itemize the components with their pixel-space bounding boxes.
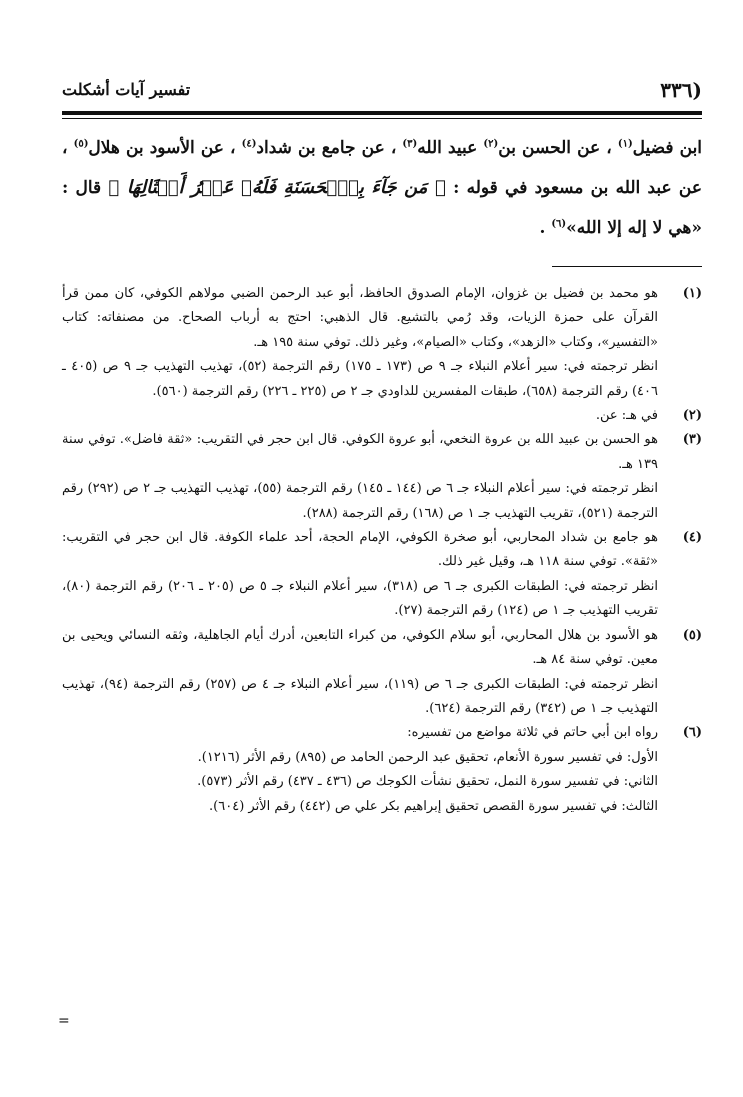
footnotes — [62, 282, 702, 819]
footnote-text: انظر ترجمته في: سير أعلام النبلاء جـ ٦ ص (١٤٤ ـ ١٤٥) رقم الترجمة (٥٥)، تهذيب التهذيب جـ ٢ ص (٢٩٢) رقم الترجمة (٥٢١)، تقريب التهذيب جـ ١ ص (١٦٨) رقم الترجمة (٢٨٨). — [62, 481, 658, 521]
footnote — [62, 428, 702, 526]
main-text-segment: ، عن عبد الله بن مسعود في قوله : — [62, 138, 702, 198]
footnote-text: الثالث: في تفسير سورة القصص تحقيق إبراهيم بكر علي ص (٤٤٢) رقم الأثر (٦٠٤). — [209, 798, 658, 814]
page-header — [62, 78, 702, 104]
main-text-segment: . — [539, 218, 552, 238]
footnote-ref: (٣) — [402, 138, 418, 150]
header-rule-thick — [62, 111, 702, 115]
footnote-ref: (٢) — [483, 138, 499, 150]
main-text-segment: ، عن الحسن بن — [498, 138, 618, 158]
footnote-text: رواه ابن أبي حاتم في ثلاثة مواضع من تفسيره: — [407, 725, 658, 741]
footnote-number: (١) — [682, 286, 702, 301]
footnote — [62, 721, 702, 819]
header-rule-thin — [62, 118, 702, 119]
footnote-number: (٤) — [682, 530, 702, 546]
footnote-number: (٢) — [682, 408, 702, 424]
footnote-ref: (٥) — [73, 138, 89, 150]
footnote-text: هو جامع بن شداد المحاربي، أبو صخرة الكوفي، الإمام الحجة، أحد علماء الكوفة. قال ابن حجر في التقريب: «ثقة». توفي سنة ١١٨ هـ، وقيل غير ذلك. — [62, 530, 658, 570]
running-title: تفسير آيات أشكلت — [62, 80, 191, 99]
main-text-segment: قال : «هي لا إله إلا الله» — [62, 178, 702, 238]
footnote-number: (٥) — [682, 627, 702, 643]
footnote-number: (٣) — [682, 432, 702, 448]
footnote-ref: (٦) — [551, 218, 567, 230]
footnote — [62, 624, 702, 722]
footnote — [62, 404, 702, 428]
main-text — [62, 128, 702, 248]
main-text-segment: ، عن جامع بن شداد — [256, 138, 403, 158]
footnote-text: انظر ترجمته في: الطبقات الكبرى جـ ٦ ص (١١٩)، سير أعلام النبلاء جـ ٤ ص (٢٥٧) رقم الترجمة (٩٤)، تهذيب التهذيب جـ ١ ص (٣٤٢) رقم الترجمة (٦٢٤). — [62, 676, 658, 716]
footnote-ref: (١) — [617, 138, 633, 150]
main-text-segment: ، عن الأسود بن هلال — [88, 138, 242, 158]
footnote-text: الثاني: في تفسير سورة النمل، تحقيق نشأت الكوجك ص (٤٣٦ ـ ٤٣٧) رقم الأثر (٥٧٣). — [197, 774, 658, 790]
footnote-ref: (٤) — [241, 138, 257, 150]
footnote — [62, 282, 702, 404]
footnote-text: هو محمد بن فضيل بن غزوان، الإمام الصدوق الحافظ، أبو عبد الرحمن الضبي مولاهم الكوفي، كان ممن قرأ القرآن على حمزة الزيات، وقد رُمي بالتشيع. قال الذهبي: احتج به أرباب الصحاح. من مصنفاته: كتاب «التفسير»، وكتاب «الزهد»، وكتاب «الصيام»، وغير ذلك. توفي سنة ١٩٥ هـ. — [62, 286, 658, 350]
footnote-text: هو الحسن بن عبيد الله بن عروة النخعي، أبو عروة الكوفي. قال ابن حجر في التقريب: «ثقة فاضل». توفي سنة ١٣٩ هـ. — [62, 432, 658, 472]
main-text-segment: ابن فضيل — [632, 138, 703, 158]
margin-mark: = — [58, 1013, 70, 1029]
page-number: (٣٣٦ — [660, 78, 702, 102]
footnote-text: هو الأسود بن هلال المحاربي، أبو سلام الكوفي، من كبراء التابعين، أدرك أيام الجاهلية، وثقه النسائي ويحيى بن معين. توفي سنة ٨٤ هـ. — [62, 627, 658, 668]
footnote-text: انظر ترجمته في: الطبقات الكبرى جـ ٦ ص (٣١٨)، سير أعلام النبلاء جـ ٥ ص (٢٠٥ ـ ٢٠٦) رقم الترجمة (٨٠)، تقريب التهذيب جـ ١ ص (١٢٤) رقم الترجمة (٢٧). — [62, 578, 658, 619]
footnote-separator — [552, 266, 702, 267]
quran-verse: ﴿ مَن جَآءَ بِٱلۡحَسَنَةِ فَلَهُۥ عَشۡرُ أَمۡثَالِهَا ﴾ — [108, 177, 446, 198]
footnote — [62, 526, 702, 624]
footnote-number: (٦) — [682, 725, 702, 741]
footnote-text: الأول: في تفسير سورة الأنعام، تحقيق عبد الرحمن الحامد ص (٨٩٥) رقم الأثر (١٢١٦). — [197, 749, 658, 765]
footnote-text: انظر ترجمته في: سير أعلام النبلاء جـ ٩ ص (١٧٣ ـ ١٧٥) رقم الترجمة (٥٢)، تهذيب التهذيب جـ ٩ ص (٤٠٥ ـ ٤٠٦) رقم الترجمة (٦٥٨)، طبقات المفسرين للداودي جـ ٢ ص (٢٢٥ ـ ٢٢٦) رقم الترجمة (٥٦٠). — [62, 359, 658, 399]
main-text-segment: عبيد الله — [417, 138, 484, 158]
footnote-text: في هـ: عن. — [595, 408, 658, 424]
